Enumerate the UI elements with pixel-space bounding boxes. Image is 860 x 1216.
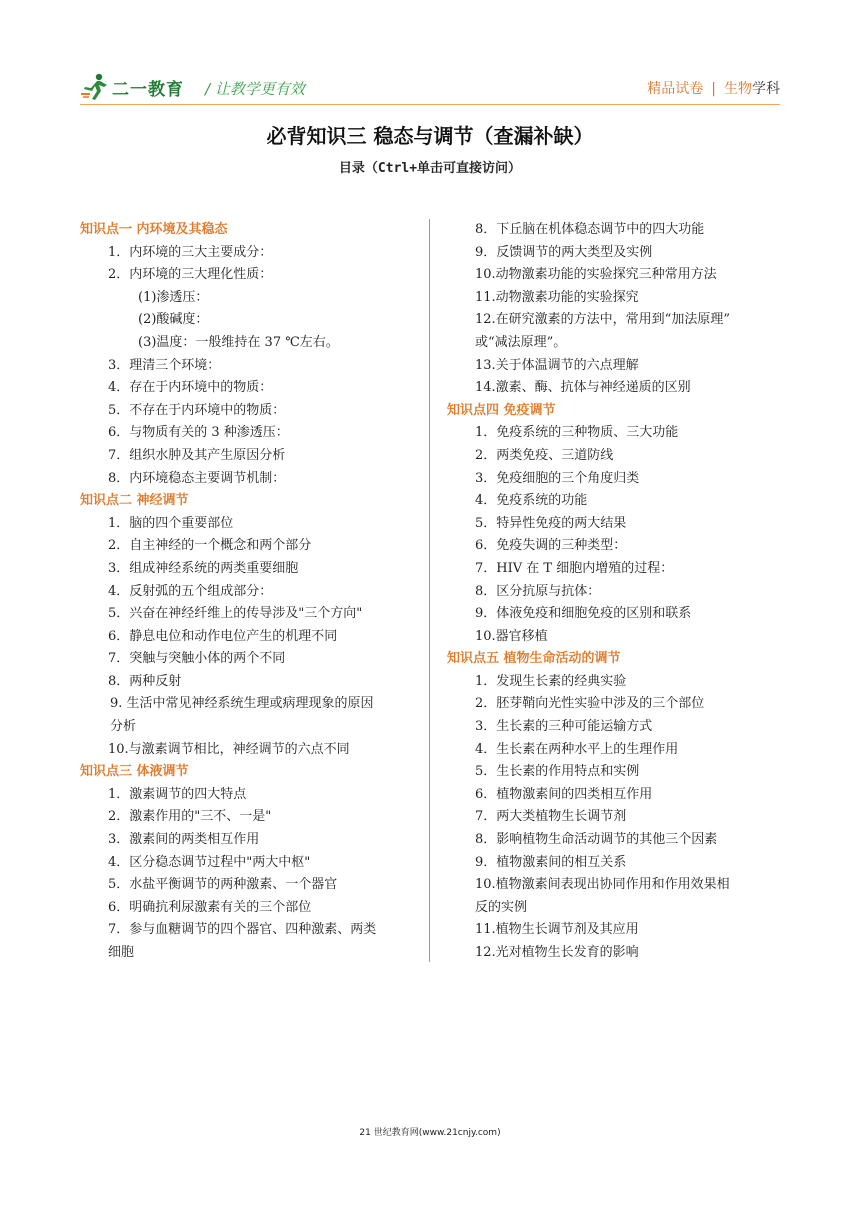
toc-link[interactable]: 4．生长素在两种水平上的生理作用: [475, 741, 679, 757]
toc-link[interactable]: 5．生长素的作用特点和实例: [475, 764, 640, 780]
toc-link[interactable]: 11.植物生长调节剂及其应用: [475, 922, 639, 938]
toc-link[interactable]: 6．明确抗利尿激素有关的三个部位: [108, 899, 312, 915]
toc-link[interactable]: 细胞: [108, 945, 135, 960]
toc-link[interactable]: 1．脑的四个重要部位: [108, 515, 234, 531]
subject-suffix: 学科: [752, 81, 780, 97]
toc-subtitle: 目录（Ctrl+单击可直接访问）: [338, 161, 522, 176]
toc-link[interactable]: 5．不存在于内环境中的物质：: [108, 402, 286, 418]
toc-link[interactable]: 14.激素、酶、抗体与神经递质的区别: [475, 380, 691, 396]
toc-link[interactable]: 12.光对植物生长发育的影响: [475, 945, 639, 960]
page-title: 必背知识三 稳态与调节（查漏补缺）: [266, 124, 594, 148]
header-separator: |: [711, 81, 716, 97]
runner-logo-icon: [80, 73, 110, 101]
toc-link[interactable]: 3．生长素的三种可能运输方式: [475, 719, 653, 735]
toc-link[interactable]: 2．激素作用的"三不、一是": [108, 809, 272, 825]
brand-name: 二一教育: [112, 79, 184, 100]
toc-link[interactable]: 8．内环境稳态主要调节机制：: [108, 470, 286, 486]
toc-link[interactable]: 3．激素间的两类相互作用: [108, 832, 260, 848]
toc-right-column: [447, 219, 787, 965]
toc-link[interactable]: 2．两类免疫、三道防线: [475, 447, 614, 463]
toc-link[interactable]: 6．与物质有关的 3 种渗透压：: [108, 425, 289, 441]
toc-link[interactable]: 4．区分稳态调节过程中"两大中枢": [108, 854, 311, 870]
toc-link[interactable]: 6．免疫失调的三种类型：: [475, 538, 627, 554]
subject-label: [647, 78, 780, 98]
subject-name: 生物: [724, 81, 752, 97]
page-footer: 21 世纪教育网(www.21cnjy.com): [359, 1128, 501, 1138]
toc-link[interactable]: 2．胚芽鞘向光性实验中涉及的三个部位: [475, 696, 705, 712]
toc-link[interactable]: 反的实例: [475, 899, 528, 915]
toc-link[interactable]: 1．免疫系统的三种物质、三大功能: [475, 425, 679, 441]
brand-logo: [80, 72, 184, 102]
toc-link[interactable]: 或“减法原理”。: [475, 334, 567, 350]
toc-link[interactable]: 9．反馈调节的两大类型及实例: [475, 244, 653, 260]
toc-link[interactable]: 2．内环境的三大理化性质：: [108, 267, 273, 283]
toc-link[interactable]: 7．HIV 在 T 细胞内增殖的过程：: [475, 560, 674, 576]
toc-link[interactable]: 13.关于体温调节的六点理解: [475, 357, 639, 373]
toc-link[interactable]: 7．两大类植物生长调节剂: [475, 809, 627, 825]
toc-link[interactable]: 1．内环境的三大主要成分：: [108, 244, 273, 260]
toc-link[interactable]: 10.与激素调节相比，神经调节的六点不同: [108, 741, 350, 757]
toc-link[interactable]: 8．下丘脑在机体稳态调节中的四大功能: [475, 222, 705, 237]
column-divider: [429, 219, 430, 962]
toc-link[interactable]: 7．组织水肿及其产生原因分析: [108, 447, 286, 463]
toc-link[interactable]: 10.植物激素间表现出协同作用和作用效果相: [475, 877, 730, 893]
toc-link[interactable]: 4．存在于内环境中的物质：: [108, 380, 273, 396]
toc-link[interactable]: 5．兴奋在神经纤维上的传导涉及"三个方向": [108, 606, 363, 622]
toc-link[interactable]: 9．体液免疫和细胞免疫的区别和联系: [475, 606, 692, 622]
toc-link[interactable]: 11.动物激素功能的实验探究: [475, 289, 639, 305]
toc-link[interactable]: 10.器官移植: [475, 628, 548, 644]
toc-link[interactable]: 6．植物激素间的四类相互作用: [475, 786, 653, 802]
toc-link[interactable]: 6．静息电位和动作电位产生的机理不同: [108, 628, 338, 644]
toc-link[interactable]: 3．组成神经系统的两类重要细胞: [108, 560, 299, 576]
toc-link[interactable]: 8．影响植物生命活动调节的其他三个因素: [475, 832, 718, 848]
toc-link[interactable]: 8．两种反射: [108, 673, 182, 689]
toc-link[interactable]: 5．特异性免疫的两大结果: [475, 515, 627, 531]
toc-link[interactable]: 7．突触与突触小体的两个不同: [108, 651, 286, 667]
toc-link[interactable]: 1．发现生长素的经典实验: [475, 673, 627, 689]
toc-link[interactable]: 10.动物激素功能的实验探究三种常用方法: [475, 267, 717, 283]
toc-link[interactable]: (3)温度：一般维持在 37 ℃左右。: [138, 334, 339, 350]
toc-link[interactable]: 9．植物激素间的相互关系: [475, 854, 627, 870]
header-rule: [80, 104, 780, 105]
brand-slogan: / 让教学更有效: [205, 80, 305, 98]
toc-link[interactable]: 12.在研究激素的方法中，常用到“加法原理”: [475, 312, 730, 328]
toc-link[interactable]: 3．理清三个环境：: [108, 357, 221, 373]
paper-type: 精品试卷: [647, 81, 704, 97]
toc-link[interactable]: 4．免疫系统的功能: [475, 493, 588, 509]
toc-section-heading[interactable]: 知识点三 体液调节: [80, 764, 189, 780]
toc-left-column: [80, 219, 420, 965]
toc-section-heading[interactable]: 知识点五 植物生命活动的调节: [447, 651, 621, 667]
toc-link[interactable]: 4．反射弧的五个组成部分：: [108, 583, 273, 599]
page-header: [80, 72, 780, 104]
toc-section-heading[interactable]: 知识点一 内环境及其稳态: [80, 222, 228, 237]
toc-link[interactable]: 5．水盐平衡调节的两种激素、一个器官: [108, 877, 338, 893]
toc-section-heading[interactable]: 知识点四 免疫调节: [447, 402, 556, 418]
toc-link[interactable]: 2．自主神经的一个概念和两个部分: [108, 538, 312, 554]
toc-link[interactable]: 8．区分抗原与抗体：: [475, 583, 601, 599]
toc-link[interactable]: (2)酸碱度：: [138, 312, 209, 328]
toc-link[interactable]: 1．激素调节的四大特点: [108, 786, 247, 802]
toc-link[interactable]: 9. 生活中常见神经系统生理或病理现象的原因: [110, 696, 374, 712]
toc-link[interactable]: 分析: [110, 719, 137, 735]
toc-link[interactable]: 7．参与血糖调节的四个器官、四种激素、两类: [108, 922, 377, 938]
toc-link[interactable]: (1)渗透压：: [138, 289, 209, 305]
toc-link[interactable]: 3．免疫细胞的三个角度归类: [475, 470, 640, 486]
toc-section-heading[interactable]: 知识点二 神经调节: [80, 493, 189, 509]
